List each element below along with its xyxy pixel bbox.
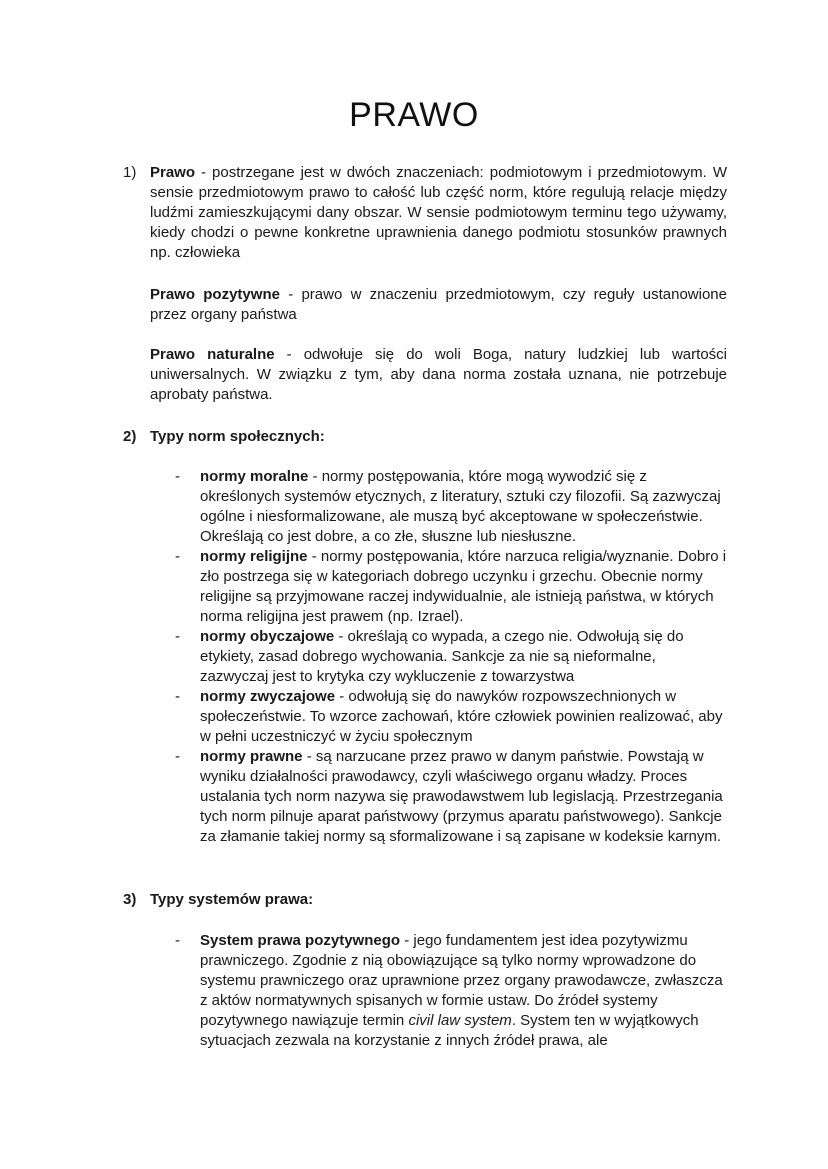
list-item — [175, 467, 727, 547]
definition: - określają co wypada, a czego nie. Odwołują się do etykiety, zasad dobrego wychowania. Sankcje za nie są nieformalne, zazwyczaj jest to krytyka czy wykluczenie z towarzystwa — [200, 628, 684, 685]
definition: - postrzegane jest w dwóch znaczeniach: podmiotowym i przedmiotowym. W sensie przedmiotowym prawo to całość lub część norm, które regulują relacje między ludźmi zamieszkującymi dany obszar. W sensie podmiotowym terminu tego używamy, kiedy chodzi o pewne konkretne uprawnienia danego podmiotu stosunków prawnych np. człowieka — [150, 164, 727, 261]
dash-bullet: - — [175, 748, 180, 765]
italic-term: civil law system — [408, 1012, 512, 1029]
definition: - normy postępowania, które narzuca religia/wyznanie. Dobro i zło postrzega się w kategoriach dobrego uczynku i grzechu. Obecnie normy religijne są przyjmowane raczej indywidualnie, ale istnieją państwa, w których norma religijna jest prawem (np. Izrael). — [200, 548, 727, 625]
law-systems-list — [175, 931, 727, 1051]
list-item — [175, 747, 727, 847]
definition: - jego fundamentem jest idea pozytywizmu prawniczego. Zgodnie z nią obowiązujące są tylko normy wprowadzone do systemu prawniczego oraz uprawnione przez organy prawodawcze, zwłaszcza z aktów normatywnych spisanych w formie ustaw. Do źródeł systemy pozytywnego nawiązuje termin — [200, 932, 723, 1029]
definition: - normy postępowania, które mogą wywodzić się z określonych systemów etycznych, z literatury, sztuki czy filozofii. Są zazwyczaj ogólne i niesformalizowane, ale muszą być akceptowane w społeczeństwie. Określają co jest dobre, a co złe, słuszne lub niesłuszne. — [200, 468, 721, 545]
page-title: PRAWO — [349, 96, 479, 134]
term: normy religijne — [200, 548, 308, 565]
section-number: 3) — [123, 891, 137, 908]
dash-bullet: - — [175, 932, 180, 949]
list-item — [175, 627, 727, 687]
list-item — [175, 687, 727, 747]
term: normy zwyczajowe — [200, 688, 336, 705]
dash-bullet: - — [175, 628, 180, 645]
section-number: 1) — [123, 164, 137, 181]
section-1-body — [150, 163, 727, 263]
section-number: 2) — [123, 428, 137, 445]
definition-continued: . System ten w wyjątkowych sytuacjach zezwala na korzystanie z innych źródeł prawa, ale — [200, 1012, 699, 1049]
section-2-heading — [123, 427, 727, 447]
list-item — [175, 931, 727, 1051]
term: Prawo pozytywne — [150, 286, 280, 303]
definition: - odwołują się do nawyków rozpowszechnionych w społeczeństwie. To wzorce zachowań, które człowiek powinien realizować, aby w pełni uczestniczyć w życiu społecznym — [200, 688, 723, 745]
term: normy obyczajowe — [200, 628, 335, 645]
list-item — [175, 547, 727, 627]
definition: - prawo w znaczeniu przedmiotowym, czy reguły ustanowione przez organy państwa — [150, 286, 727, 323]
section-1 — [123, 163, 727, 263]
norms-list — [175, 467, 727, 847]
definition: - są narzucane przez prawo w danym państwie. Powstają w wyniku działalności prawodawcy, czyli właściwego organu władzy. Proces ustalania tych norm nazywa się prawodawstwem lub legislacją. Przestrzegania tych norm pilnuje aparat państwowy (przymus aparatu państwowego). Sankcje za złamanie takiej normy są sformalizowane i są zapisane w kodeksie karnym. — [200, 748, 723, 845]
term: Prawo — [150, 164, 196, 181]
definition: - odwołuje się do woli Boga, natury ludzkiej lub wartości uniwersalnych. W związku z tym, aby dana norma została uznana, nie potrzebuje aprobaty państwa. — [150, 346, 727, 403]
term: normy moralne — [200, 468, 309, 485]
section-heading: Typy norm społecznych: — [150, 428, 325, 445]
dash-bullet: - — [175, 468, 180, 485]
term: Prawo naturalne — [150, 346, 275, 363]
paragraph-prawo-naturalne — [123, 345, 727, 405]
term: System prawa pozytywnego — [200, 932, 401, 949]
section-3-heading — [123, 890, 727, 910]
section-heading: Typy systemów prawa: — [150, 891, 314, 908]
paragraph-prawo-pozytywne — [123, 285, 727, 325]
dash-bullet: - — [175, 548, 180, 565]
dash-bullet: - — [175, 688, 180, 705]
term: normy prawne — [200, 748, 303, 765]
